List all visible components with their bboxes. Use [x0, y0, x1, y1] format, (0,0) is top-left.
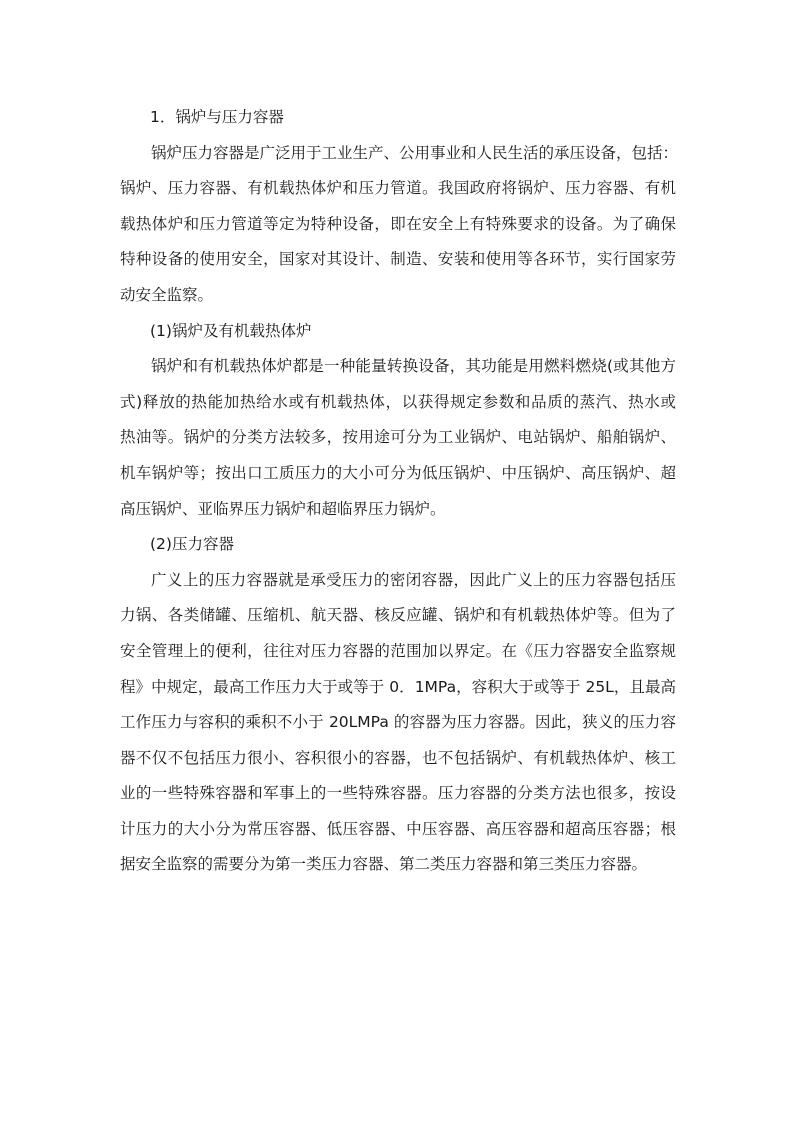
paragraph-pressure-vessel — [120, 563, 676, 883]
paragraph-line: 程》中规定，最高工作压力大于或等于 0．1MPa，容积大于或等于 25L，且最高 — [120, 677, 676, 696]
paragraph-line: 工作压力与容积的乘积不小于 20LMPa 的容器为压力容器。因此，狭义的压力容 — [120, 713, 676, 732]
paragraph-line: 计压力的大小分为常压容器、低压容器、中压容器、高压容器和超高压容器；根 — [120, 819, 676, 838]
paragraph-boiler — [120, 349, 676, 527]
paragraph-line: 动安全监察。 — [120, 285, 214, 304]
paragraph-line: 特种设备的使用安全，国家对其设计、制造、安装和使用等各环节，实行国家劳 — [120, 250, 676, 269]
paragraph-line: 载热体炉和压力管道等定为特种设备，即在安全上有特殊要求的设备。为了确保 — [120, 214, 676, 233]
paragraph-line: 安全管理上的便利，往往对压力容器的范围加以界定。在《压力容器安全监察规 — [120, 641, 676, 660]
paragraph-line: 锅炉、压力容器、有机载热体炉和压力管道。我国政府将锅炉、压力容器、有机 — [120, 179, 676, 198]
paragraph-line: 热油等。锅炉的分类方法较多，按用途可分为工业锅炉、电站锅炉、船舶锅炉、 — [120, 428, 676, 447]
paragraph-line: 据安全监察的需要分为第一类压力容器、第二类压力容器和第三类压力容器。 — [120, 855, 648, 874]
document-body — [120, 100, 679, 883]
paragraph-line: 机车锅炉等；按出口工质压力的大小可分为低压锅炉、中压锅炉、高压锅炉、超 — [120, 463, 676, 482]
paragraph-line: 广义上的压力容器就是承受压力的密闭容器，因此广义上的压力容器包括压 — [151, 570, 676, 589]
paragraph-line: 业的一些特殊容器和军事上的一些特殊容器。压力容器的分类方法也很多，按设 — [120, 784, 676, 803]
subheading-pressure-vessel: (2)压力容器 — [150, 535, 234, 554]
paragraph-line: 锅炉和有机载热体炉都是一种能量转换设备，其功能是用燃料燃烧(或其他方 — [151, 357, 676, 376]
paragraph-line: 器不仅不包括压力很小、容积很小的容器，也不包括锅炉、有机载热体炉、核工 — [120, 748, 676, 767]
paragraph-boiler-pressure-vessels — [120, 136, 679, 314]
paragraph-line: 高压锅炉、亚临界压力锅炉和超临界压力锅炉。 — [120, 499, 446, 518]
subheading-boiler: (1)锅炉及有机载热体炉 — [150, 321, 312, 340]
paragraph-line: 式)释放的热能加热给水或有机载热体，以获得规定参数和品质的蒸汽、热水或 — [120, 392, 676, 411]
paragraph-line: 力锅、各类储罐、压缩机、航天器、核反应罐、锅炉和有机载热体炉等。但为了 — [120, 606, 676, 625]
section-heading: 1．锅炉与压力容器 — [150, 108, 284, 126]
paragraph-line: 锅炉压力容器是广泛用于工业生产、公用事业和人民生活的承压设备，包括： — [151, 143, 679, 162]
